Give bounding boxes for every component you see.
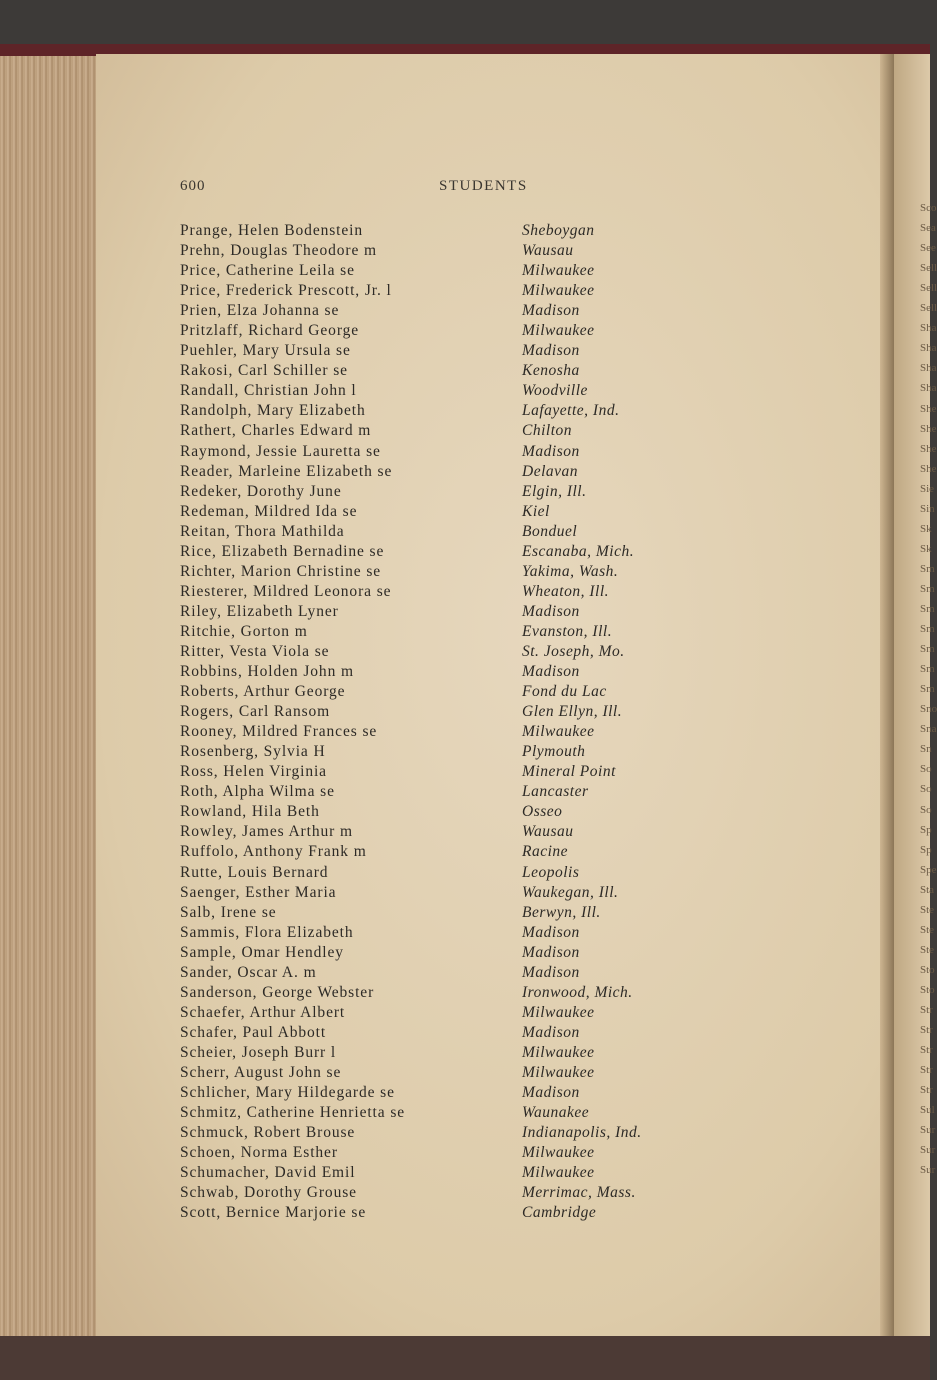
student-hometown: St. Joseph, Mo. [522,642,625,660]
student-entry [180,1144,700,1164]
student-name: Sample, Omar Hendley [180,943,344,961]
student-entry [180,823,700,843]
student-entry [180,623,700,643]
student-name: Saenger, Esther Maria [180,883,337,901]
student-name: Schlicher, Mary Hildegarde se [180,1084,395,1102]
student-entry [180,703,700,723]
student-entry [180,1164,700,1184]
student-name: Schaefer, Arthur Albert [180,1003,346,1021]
student-list [180,222,700,1224]
student-name: Rutte, Louis Bernard [180,863,329,881]
student-hometown: Racine [522,843,569,861]
student-hometown: Madison [522,1084,580,1102]
student-hometown: Milwaukee [522,262,595,280]
student-name: Richter, Marion Christine se [180,562,382,580]
student-name: Ruffolo, Anthony Frank m [180,843,367,861]
student-hometown: Madison [522,442,580,460]
student-name: Sander, Oscar A. m [180,963,317,981]
student-name: Schmuck, Robert Brouse [180,1124,356,1142]
student-hometown: Milwaukee [522,1144,595,1162]
facing-page-fragment: Sn [920,743,932,756]
student-entry [180,342,700,362]
facing-page-fragment: Sur [920,1164,936,1177]
student-hometown: Plymouth [522,743,586,761]
student-entry [180,944,700,964]
student-name: Rathert, Charles Edward m [180,422,372,440]
student-entry [180,964,700,984]
student-name: Schwab, Dorothy Grouse [180,1184,357,1202]
student-name: Redeker, Dorothy June [180,482,342,500]
facing-page-fragment: Sur [920,1144,936,1157]
facing-page-fragment: Sm [920,683,935,696]
facing-page-fragment: Str [920,1064,933,1077]
student-hometown: Milwaukee [522,282,595,300]
student-name: Sanderson, George Webster [180,983,375,1001]
student-entry [180,1204,700,1224]
student-entry [180,803,700,823]
student-hometown: Madison [522,663,580,681]
student-entry [180,723,700,743]
facing-page-fragment: Sm [920,663,935,676]
facing-page-fragment: Sco [920,202,937,214]
facing-page-fragment: She [920,402,937,415]
student-entry [180,282,700,302]
student-entry [180,262,700,282]
stacked-page-edges [0,56,104,1336]
student-hometown: Osseo [522,803,563,821]
student-name: Reader, Marleine Elizabeth se [180,462,393,480]
student-name: Schafer, Paul Abbott [180,1023,327,1041]
student-entry [180,1024,700,1044]
facing-page-fragment: Sha [920,382,937,395]
facing-page-fragment: Sell [920,302,937,315]
student-entry [180,1064,700,1084]
student-name: Riesterer, Mildred Leonora se [180,582,392,600]
student-entry [180,904,700,924]
student-hometown: Ironwood, Mich. [522,983,633,1001]
student-hometown: Madison [522,342,580,360]
student-hometown: Milwaukee [522,1003,595,1021]
student-name: Scott, Bernice Marjorie se [180,1204,367,1222]
student-entry [180,563,700,583]
student-name: Price, Catherine Leila se [180,262,355,280]
student-hometown: Milwaukee [522,322,595,340]
student-name: Ross, Helen Virginia [180,763,327,781]
student-entry [180,884,700,904]
student-name: Roth, Alpha Wilma se [180,783,335,801]
student-hometown: Madison [522,302,580,320]
student-hometown: Madison [522,1023,580,1041]
running-header: STUDENTS [439,178,528,194]
student-entry [180,603,700,623]
facing-page-fragment: Sna [920,723,937,736]
student-hometown: Milwaukee [522,723,595,741]
student-name: Raymond, Jessie Lauretta se [180,442,381,460]
student-name: Randolph, Mary Elizabeth [180,402,366,420]
student-entry [180,422,700,442]
facing-page-fragment: Sha [920,362,937,375]
student-entry [180,382,700,402]
student-hometown: Waunakee [522,1104,590,1122]
facing-page-fragment: Sm [920,643,935,656]
student-hometown: Elgin, Ill. [522,482,587,500]
student-name: Pritzlaff, Richard George [180,322,360,340]
student-hometown: Waukegan, Ill. [522,883,619,901]
student-entry [180,1044,700,1064]
student-hometown: Berwyn, Ill. [522,903,601,921]
student-entry [180,1084,700,1104]
student-name: Redeman, Mildred Ida se [180,502,358,520]
scan-background [0,0,930,44]
facing-page-fragment: Sm [920,603,935,615]
facing-page-fragment: Sea [920,222,936,235]
facing-page-fragment: Spe [920,863,937,876]
student-entry [180,463,700,483]
student-name: Rowland, Hila Beth [180,803,320,821]
student-name: Roberts, Arthur George [180,683,346,701]
student-name: Schoen, Norma Esther [180,1144,338,1162]
student-hometown: Madison [522,943,580,961]
student-name: Rosenberg, Sylvia H [180,743,326,761]
student-hometown: Sheboygan [522,222,595,239]
student-hometown: Madison [522,963,580,981]
student-entry [180,663,700,683]
facing-page-fragment: Sm [920,562,935,575]
facing-page-fragment: Sk [920,542,932,555]
student-hometown: Kenosha [522,362,580,380]
student-name: Rowley, James Arthur m [180,823,353,841]
facing-page-fragment: Sin [920,502,935,515]
facing-page-fragment: So [920,763,932,776]
student-name: Robbins, Holden John m [180,663,354,681]
facing-page-fragment: Sur [920,1124,936,1137]
student-entry [180,743,700,763]
student-entry [180,924,700,944]
student-name: Ritter, Vesta Viola se [180,642,330,660]
student-name: Price, Frederick Prescott, Jr. l [180,282,392,300]
facing-page-fragment: Sp [920,823,932,836]
student-entry [180,864,700,884]
student-entry [180,503,700,523]
student-entry [180,483,700,503]
student-hometown: Wheaton, Ill. [522,582,609,600]
student-name: Schumacher, David Emil [180,1164,356,1182]
student-name: Scheier, Joseph Burr l [180,1043,337,1061]
facing-page-fragment: Sha [920,322,937,335]
facing-page-fragment: She [920,462,937,475]
student-hometown: Milwaukee [522,1164,595,1182]
student-hometown: Lancaster [522,783,589,801]
facing-page-fragment: Str [920,1004,933,1016]
student-name: Prehn, Douglas Theodore m [180,242,377,260]
facing-page-fragment: Sm [920,582,935,595]
facing-page-fragment: She [920,442,937,455]
student-name: Rice, Elizabeth Bernadine se [180,542,385,560]
student-hometown: Delavan [522,462,579,480]
student-entry [180,362,700,382]
student-hometown: Lafayette, Ind. [522,402,620,420]
student-entry [180,984,700,1004]
student-hometown: Milwaukee [522,1043,595,1061]
facing-page-fragment: She [920,422,937,435]
facing-page-fragment: Sha [920,342,937,355]
student-hometown: Woodville [522,382,588,400]
student-hometown: Evanston, Ill. [522,622,613,640]
facing-page-fragment: So [920,803,932,816]
student-hometown: Indianapolis, Ind. [522,1124,642,1142]
student-hometown: Madison [522,923,580,941]
student-entry [180,843,700,863]
facing-page-fragment: Ste [920,923,935,936]
facing-page-fragment: Sto [920,983,935,996]
student-name: Scherr, August John se [180,1063,342,1081]
student-entry [180,1124,700,1144]
student-hometown: Cambridge [522,1204,597,1222]
book-gutter [880,54,894,1336]
student-hometown: Chilton [522,422,573,440]
student-entry [180,543,700,563]
student-hometown: Mineral Point [522,763,616,781]
facing-page-fragment: Sie [920,482,935,495]
student-hometown: Escanaba, Mich. [522,542,635,560]
facing-page-fragment: Sell [920,262,937,275]
student-hometown: Fond du Lac [522,683,607,701]
student-hometown: Glen Ellyn, Ill. [522,703,623,721]
student-name: Reitan, Thora Mathilda [180,522,345,540]
facing-page-fragment: Ste [920,903,935,916]
facing-page-fragment: Sp [920,843,932,856]
student-hometown: Bonduel [522,522,578,540]
student-name: Puehler, Mary Ursula se [180,342,351,360]
facing-page-fragment: Str [920,1024,933,1037]
student-entry [180,1184,700,1204]
student-entry [180,222,700,242]
facing-page-fragment: See [920,242,936,255]
facing-page-fragment: Str [920,1084,933,1097]
student-name: Rogers, Carl Ransom [180,703,331,721]
student-name: Sammis, Flora Elizabeth [180,923,354,941]
student-entry [180,242,700,262]
student-name: Prange, Helen Bodenstein [180,222,364,239]
facing-page-fragment: Sno [920,703,937,716]
student-entry [180,302,700,322]
student-entry [180,683,700,703]
facing-page-fragment: Sto [920,963,935,976]
student-hometown: Wausau [522,242,574,260]
student-entry [180,1104,700,1124]
student-entry [180,523,700,543]
facing-page-fragment: Sta [920,883,935,896]
student-name: Randall, Christian John l [180,382,357,400]
student-entry [180,1004,700,1024]
student-entry [180,583,700,603]
facing-page-fragment: Sm [920,623,935,636]
facing-page-fragment: Sul [920,1104,935,1117]
page-number: 600 [180,178,206,194]
facing-page-fragment: Sk [920,522,932,535]
facing-page-edge [894,54,937,1336]
student-name: Rakosi, Carl Schiller se [180,362,348,380]
student-hometown: Wausau [522,823,574,841]
student-name: Ritchie, Gorton m [180,622,308,640]
student-name: Rooney, Mildred Frances se [180,723,378,741]
student-hometown: Merrimac, Mass. [522,1184,636,1202]
student-name: Prien, Elza Johanna se [180,302,340,320]
facing-page-fragment: Sell [920,282,937,295]
student-name: Schmitz, Catherine Henrietta se [180,1104,406,1122]
facing-page-fragment: So [920,783,932,796]
student-hometown: Yakima, Wash. [522,562,619,580]
student-hometown: Leopolis [522,863,580,881]
student-entry [180,402,700,422]
student-entry [180,783,700,803]
student-hometown: Kiel [522,502,550,520]
student-entry [180,643,700,663]
student-hometown: Milwaukee [522,1063,595,1081]
student-name: Riley, Elizabeth Lyner [180,602,339,620]
student-entry [180,443,700,463]
student-name: Salb, Irene se [180,903,277,921]
facing-page-fragment: Ste [920,943,935,956]
student-hometown: Madison [522,602,580,620]
student-entry [180,763,700,783]
facing-page-fragment: Str [920,1044,933,1057]
student-entry [180,322,700,342]
